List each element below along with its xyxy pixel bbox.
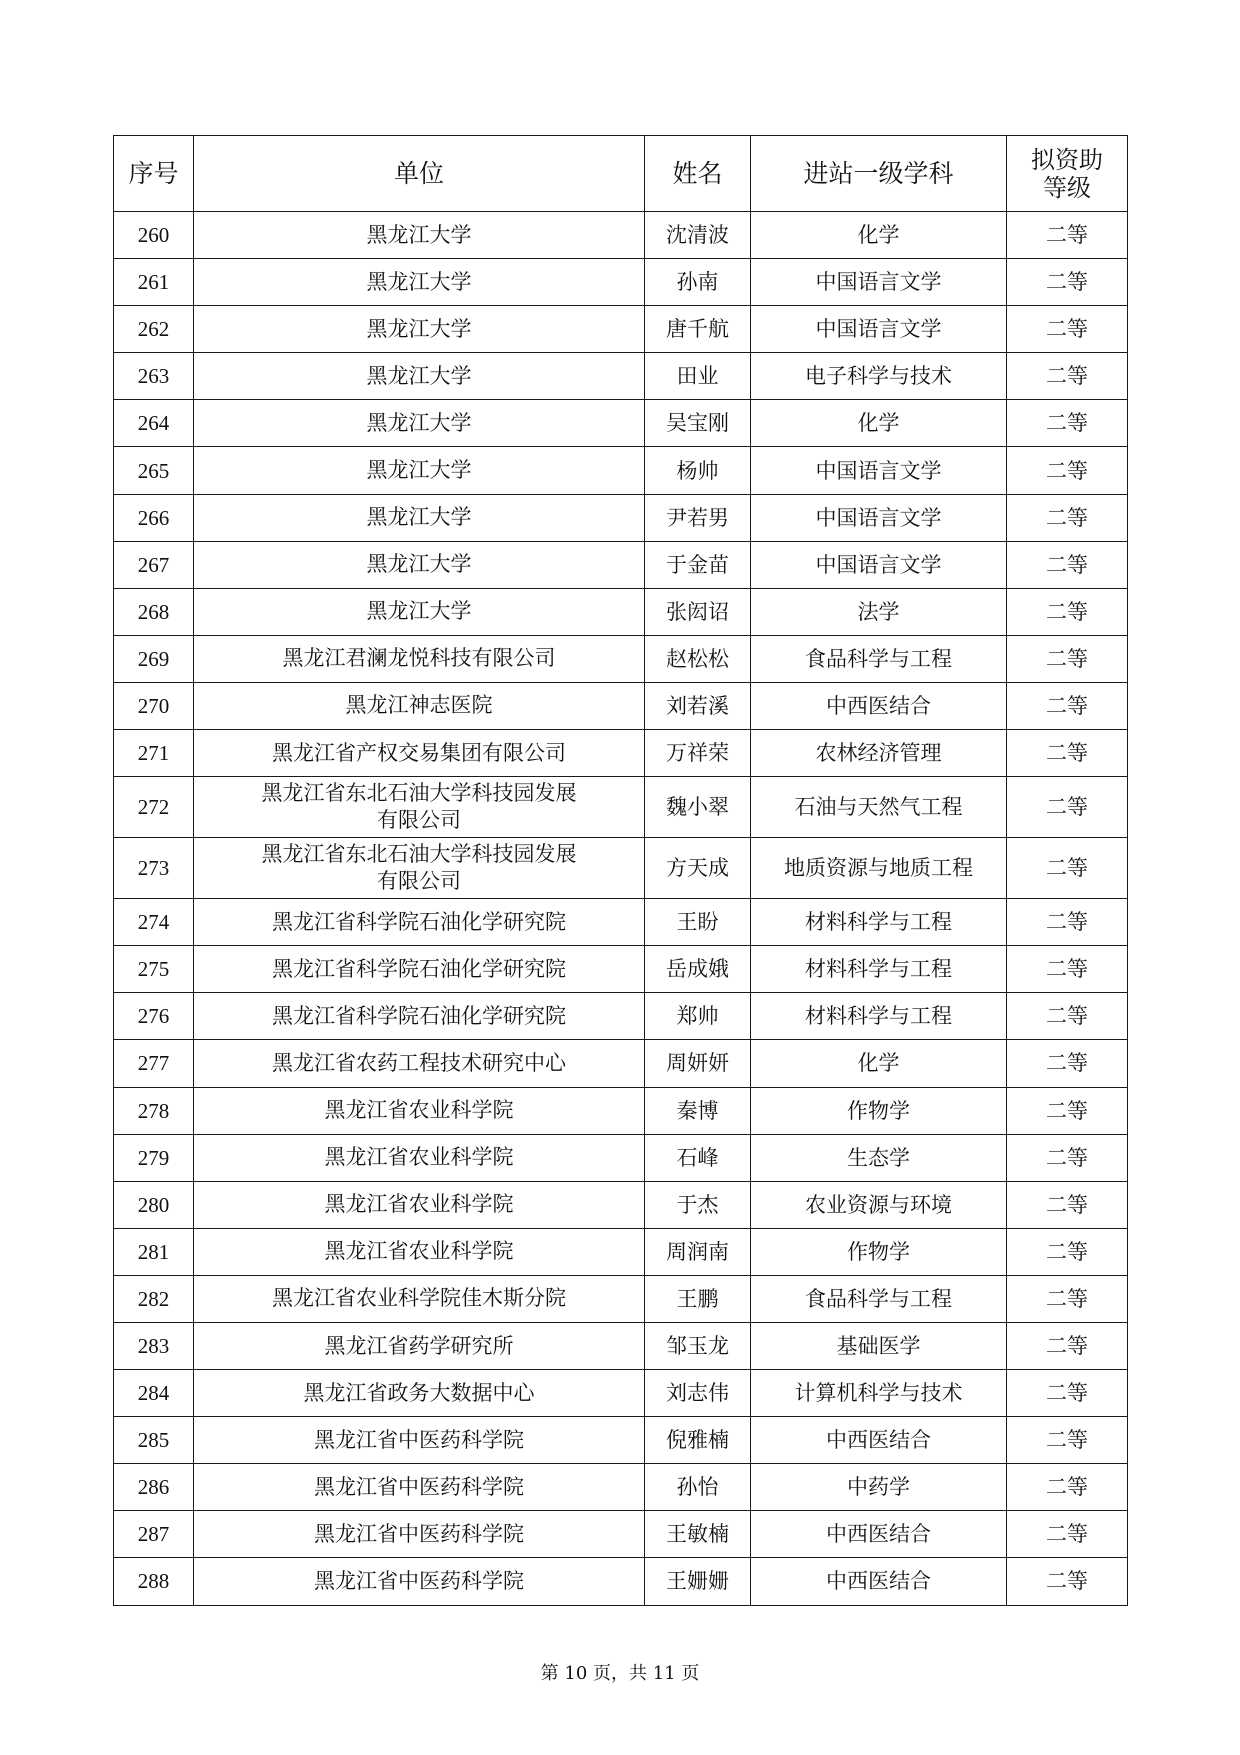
cell-name: 魏小翠 xyxy=(645,777,751,838)
header-grade xyxy=(1007,136,1128,212)
cell-name: 张闳诏 xyxy=(645,588,751,635)
table-row xyxy=(114,1134,1128,1181)
table-row xyxy=(114,259,1128,306)
table-body xyxy=(114,212,1128,1606)
cell-name: 王姗姗 xyxy=(645,1558,751,1605)
cell-grade: 二等 xyxy=(1007,1464,1128,1511)
cell-seq: 262 xyxy=(114,306,194,353)
cell-name: 岳成娥 xyxy=(645,946,751,993)
header-grade-line2: 等级 xyxy=(1043,173,1091,202)
cell-unit-line: 黑龙江省药学研究所 xyxy=(324,1333,514,1358)
cell-unit-line: 黑龙江君澜龙悦科技有限公司 xyxy=(282,646,556,671)
cell-name: 吴宝刚 xyxy=(645,400,751,447)
cell-unit-line: 黑龙江大学 xyxy=(366,505,472,530)
cell-unit xyxy=(194,400,645,447)
table-row xyxy=(114,1417,1128,1464)
cell-discipline: 食品科学与工程 xyxy=(751,1275,1007,1322)
header-row xyxy=(114,136,1128,212)
cell-unit xyxy=(194,494,645,541)
cell-grade: 二等 xyxy=(1007,400,1128,447)
cell-discipline: 中国语言文学 xyxy=(751,541,1007,588)
table-row xyxy=(114,1040,1128,1087)
cell-unit-line: 黑龙江大学 xyxy=(366,269,472,294)
table-header xyxy=(114,136,1128,212)
table-row xyxy=(114,353,1128,400)
table-row xyxy=(114,993,1128,1040)
header-grade-line1: 拟资助 xyxy=(1031,145,1103,174)
cell-grade: 二等 xyxy=(1007,259,1128,306)
cell-unit xyxy=(194,1181,645,1228)
cell-seq: 275 xyxy=(114,946,194,993)
cell-discipline: 食品科学与工程 xyxy=(751,635,1007,682)
cell-discipline: 材料科学与工程 xyxy=(751,946,1007,993)
cell-seq: 269 xyxy=(114,635,194,682)
cell-grade: 二等 xyxy=(1007,730,1128,777)
cell-name: 方天成 xyxy=(645,838,751,899)
cell-seq: 279 xyxy=(114,1134,194,1181)
cell-unit-line: 黑龙江省农业科学院 xyxy=(324,1145,514,1170)
cell-name: 沈清波 xyxy=(645,212,751,259)
cell-name: 郑帅 xyxy=(645,993,751,1040)
table-row xyxy=(114,730,1128,777)
cell-seq: 270 xyxy=(114,682,194,729)
table-row xyxy=(114,212,1128,259)
cell-seq: 278 xyxy=(114,1087,194,1134)
cell-seq: 266 xyxy=(114,494,194,541)
cell-name: 孙怡 xyxy=(645,1464,751,1511)
cell-name: 于金苗 xyxy=(645,541,751,588)
cell-seq: 274 xyxy=(114,899,194,946)
funding-list-table xyxy=(113,135,1128,1606)
cell-seq: 286 xyxy=(114,1464,194,1511)
cell-grade: 二等 xyxy=(1007,1181,1128,1228)
header-unit: 单位 xyxy=(194,136,645,212)
cell-grade: 二等 xyxy=(1007,1040,1128,1087)
cell-name: 刘若溪 xyxy=(645,682,751,729)
cell-unit-line: 黑龙江省东北石油大学科技园发展 xyxy=(261,842,577,867)
cell-seq: 276 xyxy=(114,993,194,1040)
cell-unit xyxy=(194,1417,645,1464)
cell-seq: 268 xyxy=(114,588,194,635)
header-seq: 序号 xyxy=(114,136,194,212)
cell-grade: 二等 xyxy=(1007,777,1128,838)
cell-unit-line: 黑龙江省农业科学院 xyxy=(324,1098,514,1123)
cell-discipline: 农业资源与环境 xyxy=(751,1181,1007,1228)
cell-seq: 283 xyxy=(114,1322,194,1369)
cell-discipline: 生态学 xyxy=(751,1134,1007,1181)
cell-discipline: 化学 xyxy=(751,212,1007,259)
cell-name: 周润南 xyxy=(645,1228,751,1275)
cell-unit-line: 黑龙江大学 xyxy=(366,599,472,624)
cell-discipline: 作物学 xyxy=(751,1228,1007,1275)
cell-seq: 288 xyxy=(114,1558,194,1605)
table-row xyxy=(114,447,1128,494)
table-row xyxy=(114,1464,1128,1511)
cell-unit xyxy=(194,777,645,838)
cell-discipline: 农林经济管理 xyxy=(751,730,1007,777)
cell-unit-line: 黑龙江大学 xyxy=(366,363,472,388)
cell-seq: 285 xyxy=(114,1417,194,1464)
cell-unit xyxy=(194,1040,645,1087)
cell-unit-line: 黑龙江省科学院石油化学研究院 xyxy=(272,909,566,934)
cell-name: 王鹏 xyxy=(645,1275,751,1322)
cell-name: 王敏楠 xyxy=(645,1511,751,1558)
cell-unit-line: 黑龙江省中医药科学院 xyxy=(314,1427,524,1452)
cell-seq: 277 xyxy=(114,1040,194,1087)
cell-name: 刘志伟 xyxy=(645,1370,751,1417)
cell-grade: 二等 xyxy=(1007,682,1128,729)
table-row xyxy=(114,838,1128,899)
cell-unit-line: 黑龙江省农业科学院佳木斯分院 xyxy=(272,1286,566,1311)
cell-seq: 260 xyxy=(114,212,194,259)
cell-seq: 287 xyxy=(114,1511,194,1558)
cell-unit-line: 黑龙江省产权交易集团有限公司 xyxy=(272,740,566,765)
page-number-footer: 第 10 页，共 11 页 xyxy=(540,1663,700,1684)
header-name: 姓名 xyxy=(645,136,751,212)
cell-seq: 273 xyxy=(114,838,194,899)
table-row xyxy=(114,1275,1128,1322)
cell-unit-line: 黑龙江神志医院 xyxy=(345,693,493,718)
cell-name: 倪雅楠 xyxy=(645,1417,751,1464)
cell-unit xyxy=(194,1558,645,1605)
cell-unit xyxy=(194,541,645,588)
cell-unit-line: 黑龙江省东北石油大学科技园发展 xyxy=(261,781,577,806)
cell-discipline: 电子科学与技术 xyxy=(751,353,1007,400)
cell-unit-line: 黑龙江省农业科学院 xyxy=(324,1239,514,1264)
table-row xyxy=(114,635,1128,682)
table-row xyxy=(114,1228,1128,1275)
cell-unit-line: 黑龙江省农业科学院 xyxy=(324,1192,514,1217)
cell-name: 孙南 xyxy=(645,259,751,306)
cell-unit xyxy=(194,1275,645,1322)
cell-discipline: 材料科学与工程 xyxy=(751,899,1007,946)
cell-grade: 二等 xyxy=(1007,1275,1128,1322)
cell-grade: 二等 xyxy=(1007,1134,1128,1181)
cell-seq: 272 xyxy=(114,777,194,838)
cell-unit-line: 黑龙江大学 xyxy=(366,458,472,483)
cell-unit xyxy=(194,306,645,353)
cell-grade: 二等 xyxy=(1007,447,1128,494)
cell-seq: 281 xyxy=(114,1228,194,1275)
cell-seq: 282 xyxy=(114,1275,194,1322)
cell-seq: 284 xyxy=(114,1370,194,1417)
cell-unit-line: 黑龙江省科学院石油化学研究院 xyxy=(272,956,566,981)
table-row xyxy=(114,1181,1128,1228)
cell-unit xyxy=(194,1464,645,1511)
cell-seq: 264 xyxy=(114,400,194,447)
cell-grade: 二等 xyxy=(1007,494,1128,541)
table-row xyxy=(114,899,1128,946)
cell-name: 尹若男 xyxy=(645,494,751,541)
table-row xyxy=(114,1511,1128,1558)
cell-discipline: 中国语言文学 xyxy=(751,447,1007,494)
cell-unit xyxy=(194,635,645,682)
cell-unit xyxy=(194,212,645,259)
cell-unit-line: 黑龙江大学 xyxy=(366,552,472,577)
cell-seq: 261 xyxy=(114,259,194,306)
cell-discipline: 中西医结合 xyxy=(751,1417,1007,1464)
cell-discipline: 地质资源与地质工程 xyxy=(751,838,1007,899)
cell-unit xyxy=(194,1087,645,1134)
cell-unit xyxy=(194,946,645,993)
cell-seq: 271 xyxy=(114,730,194,777)
cell-unit xyxy=(194,682,645,729)
cell-discipline: 中西医结合 xyxy=(751,1511,1007,1558)
cell-discipline: 材料科学与工程 xyxy=(751,993,1007,1040)
cell-grade: 二等 xyxy=(1007,635,1128,682)
cell-discipline: 计算机科学与技术 xyxy=(751,1370,1007,1417)
cell-discipline: 法学 xyxy=(751,588,1007,635)
cell-grade: 二等 xyxy=(1007,1511,1128,1558)
cell-unit xyxy=(194,447,645,494)
cell-seq: 263 xyxy=(114,353,194,400)
cell-grade: 二等 xyxy=(1007,1228,1128,1275)
cell-discipline: 中药学 xyxy=(751,1464,1007,1511)
cell-unit-line: 黑龙江大学 xyxy=(366,410,472,435)
cell-unit-line: 黑龙江大学 xyxy=(366,222,472,247)
cell-grade: 二等 xyxy=(1007,838,1128,899)
cell-discipline: 中国语言文学 xyxy=(751,306,1007,353)
cell-name: 石峰 xyxy=(645,1134,751,1181)
cell-name: 田业 xyxy=(645,353,751,400)
cell-unit xyxy=(194,730,645,777)
cell-grade: 二等 xyxy=(1007,1370,1128,1417)
cell-unit-line: 黑龙江省政务大数据中心 xyxy=(303,1380,535,1405)
cell-grade: 二等 xyxy=(1007,1322,1128,1369)
cell-discipline: 石油与天然气工程 xyxy=(751,777,1007,838)
cell-unit-line: 有限公司 xyxy=(377,869,461,894)
cell-name: 万祥荣 xyxy=(645,730,751,777)
cell-grade: 二等 xyxy=(1007,212,1128,259)
cell-name: 秦博 xyxy=(645,1087,751,1134)
cell-discipline: 中国语言文学 xyxy=(751,259,1007,306)
cell-name: 杨帅 xyxy=(645,447,751,494)
cell-unit xyxy=(194,899,645,946)
table-row xyxy=(114,494,1128,541)
cell-name: 赵松松 xyxy=(645,635,751,682)
cell-unit-line: 黑龙江省中医药科学院 xyxy=(314,1568,524,1593)
cell-grade: 二等 xyxy=(1007,946,1128,993)
cell-discipline: 基础医学 xyxy=(751,1322,1007,1369)
table-row xyxy=(114,1370,1128,1417)
cell-unit xyxy=(194,259,645,306)
cell-unit xyxy=(194,1228,645,1275)
cell-name: 邹玉龙 xyxy=(645,1322,751,1369)
cell-unit xyxy=(194,1134,645,1181)
cell-discipline: 化学 xyxy=(751,1040,1007,1087)
cell-discipline: 中西医结合 xyxy=(751,1558,1007,1605)
cell-grade: 二等 xyxy=(1007,588,1128,635)
cell-discipline: 化学 xyxy=(751,400,1007,447)
cell-unit xyxy=(194,588,645,635)
cell-seq: 280 xyxy=(114,1181,194,1228)
cell-name: 王盼 xyxy=(645,899,751,946)
table-row xyxy=(114,588,1128,635)
cell-grade: 二等 xyxy=(1007,993,1128,1040)
cell-discipline: 中西医结合 xyxy=(751,682,1007,729)
table-row xyxy=(114,1558,1128,1605)
header-discipline: 进站一级学科 xyxy=(751,136,1007,212)
cell-grade: 二等 xyxy=(1007,306,1128,353)
cell-discipline: 作物学 xyxy=(751,1087,1007,1134)
cell-grade: 二等 xyxy=(1007,899,1128,946)
cell-grade: 二等 xyxy=(1007,353,1128,400)
table-row xyxy=(114,306,1128,353)
cell-unit-line: 有限公司 xyxy=(377,808,461,833)
cell-grade: 二等 xyxy=(1007,541,1128,588)
cell-unit-line: 黑龙江省农药工程技术研究中心 xyxy=(272,1050,566,1075)
cell-grade: 二等 xyxy=(1007,1087,1128,1134)
cell-name: 唐千航 xyxy=(645,306,751,353)
table-row xyxy=(114,946,1128,993)
cell-unit xyxy=(194,1322,645,1369)
cell-unit-line: 黑龙江大学 xyxy=(366,316,472,341)
table-row xyxy=(114,400,1128,447)
cell-unit-line: 黑龙江省中医药科学院 xyxy=(314,1474,524,1499)
cell-unit-line: 黑龙江省科学院石油化学研究院 xyxy=(272,1003,566,1028)
table-row xyxy=(114,682,1128,729)
cell-name: 周妍妍 xyxy=(645,1040,751,1087)
table-row xyxy=(114,777,1128,838)
table-row xyxy=(114,1322,1128,1369)
cell-seq: 267 xyxy=(114,541,194,588)
cell-grade: 二等 xyxy=(1007,1417,1128,1464)
cell-unit xyxy=(194,838,645,899)
cell-unit xyxy=(194,1370,645,1417)
cell-name: 于杰 xyxy=(645,1181,751,1228)
table-row xyxy=(114,1087,1128,1134)
cell-discipline: 中国语言文学 xyxy=(751,494,1007,541)
cell-seq: 265 xyxy=(114,447,194,494)
cell-unit xyxy=(194,993,645,1040)
cell-unit-line: 黑龙江省中医药科学院 xyxy=(314,1521,524,1546)
cell-grade: 二等 xyxy=(1007,1558,1128,1605)
cell-unit xyxy=(194,1511,645,1558)
table-row xyxy=(114,541,1128,588)
cell-unit xyxy=(194,353,645,400)
